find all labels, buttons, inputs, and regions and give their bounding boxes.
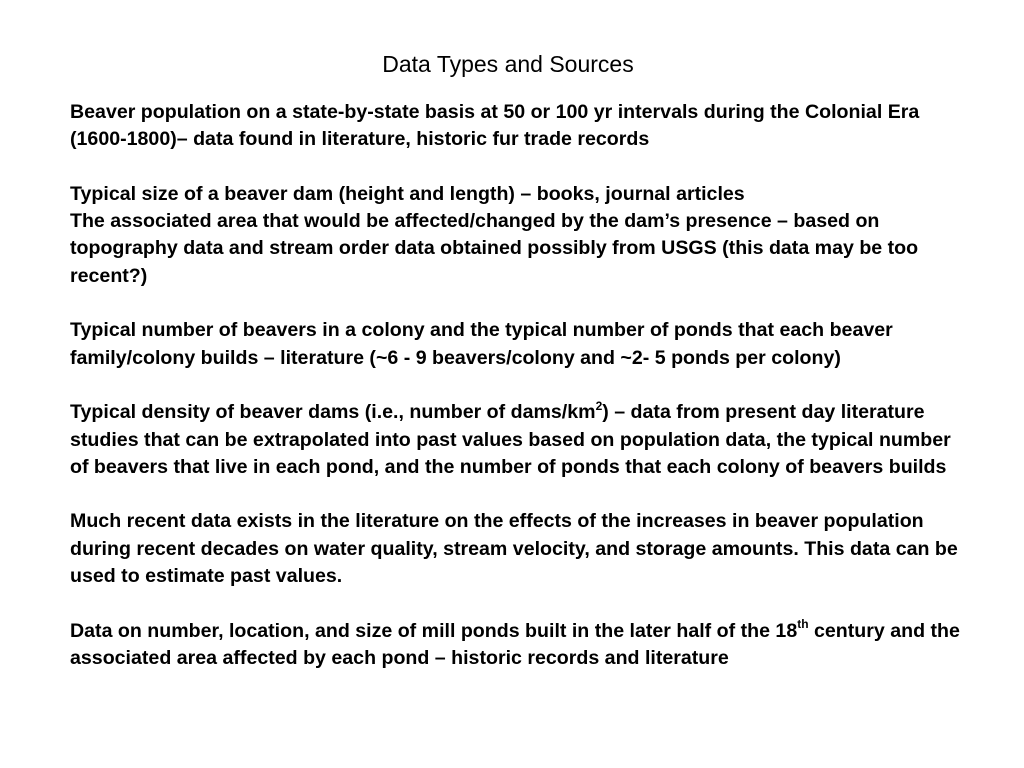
paragraph-beaver-population: Beaver population on a state-by-state basis at 50 or 100 yr intervals during the Colonial Era (1600-1800)– data found in literature, historic fur trade records — [70, 101, 920, 151]
mill-ponds-text-start: Data on number, location, and size of mill ponds built in the later half of the 18 — [70, 619, 798, 642]
paragraph-spacer — [70, 590, 970, 617]
paragraph-spacer — [70, 372, 970, 399]
mill-ponds-text-end: century and the associated area affected by each pond – historic records and literature — [70, 619, 960, 669]
paragraph-mill-ponds — [70, 618, 970, 673]
paragraph-colony-size: Typical number of beavers in a colony and the typical number of ponds that each beaver family/colony builds – literature (~6 - 9 beavers/colony and ~2- 5 ponds per colony) — [70, 319, 893, 369]
paragraph-affected-area: The associated area that would be affected/changed by the dam’s presence – based on topography data and stream order data obtained possibly from USGS (this data may be too recent?) — [70, 210, 919, 287]
slide-title: Data Types and Sources — [382, 51, 634, 77]
paragraph-dam-size: Typical size of a beaver dam (height and length) – books, journal articles — [70, 182, 745, 205]
paragraph-spacer — [70, 154, 970, 181]
paragraph-dam-density — [70, 399, 970, 481]
paragraph-recent-data: Much recent data exists in the literature on the effects of the increases in beaver population during recent decades on water quality, stream velocity, and storage amounts. This data can be used to estimate past values. — [70, 510, 958, 588]
dam-density-text-start: Typical density of beaver dams (i.e., number of dams/km — [70, 401, 596, 424]
paragraph-spacer — [70, 481, 970, 508]
dam-density-text-end: ) – data from present day literature studies that can be extrapolated into past values based on population data, the typical number of beavers that live in each pond, and the number of ponds that each colony of beavers builds — [70, 401, 951, 478]
superscript-th: th — [797, 617, 809, 632]
slide-body — [70, 99, 970, 672]
paragraph-spacer — [70, 290, 970, 317]
superscript-squared: 2 — [595, 398, 603, 413]
